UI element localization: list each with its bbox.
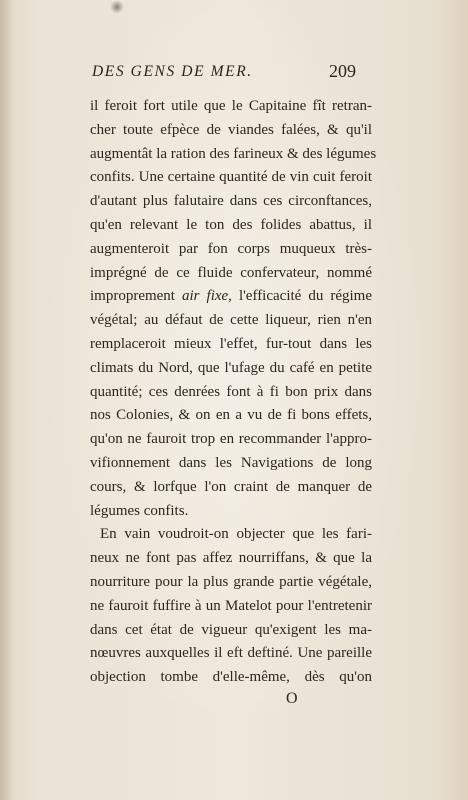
text-line: augmenteroit par fon corps muqueux très- [90, 240, 372, 257]
text-line: cher toute efpèce de viandes falées, & qu'il [90, 121, 372, 138]
text-fragment: improprement [90, 288, 182, 305]
text-line: d'autant plus falutaire dans ces circonftances, [90, 193, 372, 210]
text-line: dans cet état de vigueur qu'exigent les ma- [90, 621, 372, 638]
text-line: nœuvres auxquelles il eft deftiné. Une pareille [90, 645, 372, 662]
text-line: cours, & lorfque l'on craint de manquer de [90, 478, 372, 495]
text-line: objection tombe d'elle-même, dès qu'on [90, 669, 372, 686]
text-line [90, 285, 372, 309]
text-line: En vain voudroit-on objecter que les fari- [100, 526, 372, 543]
text-line: il feroit fort utile que le Capitaine fît retran- [90, 98, 372, 114]
text-line: quantité; ces denrées font à fi bon prix dans [90, 383, 372, 400]
page-number: 209 [329, 61, 356, 81]
text-line: augmentât la ration des farineux & des légumes [90, 145, 377, 162]
text-line: ne fauroit fuffire à un Matelot pour l'entretenir [90, 597, 372, 614]
text-line: qu'en relevant le ton des folides abattus, il [90, 216, 372, 233]
text-line: neux ne font pas affez nourriffans, & que la [90, 550, 372, 567]
text-line: remplaceroit mieux l'effet, fur-tout dans les [90, 335, 372, 352]
gutter-shadow [0, 0, 14, 800]
text-line: qu'on ne fauroit trop en recommander l'appro- [90, 431, 372, 448]
text-line: nourriture pour la plus grande partie végétale, [90, 573, 372, 590]
text-line: confits. Une certaine quantité de vin cuit feroit [90, 169, 372, 186]
signature-mark: O [286, 690, 298, 707]
text-line: imprégné de ce fluide confervateur, nommé [90, 264, 372, 281]
text-line: légumes confits. [90, 502, 189, 519]
text-line: vifionnement dans les Navigations de long [90, 454, 372, 471]
text-line: climats du Nord, que l'ufage du café en petite [90, 359, 372, 376]
italic-term: air fixe, [182, 288, 232, 305]
ink-smudge [110, 0, 124, 14]
text-line: nos Colonies, & on en a vu de fi bons effets, [90, 407, 372, 424]
body-text [90, 95, 377, 690]
running-head: DES GENS DE MER. [92, 63, 253, 80]
text-line: végétal; au défaut de cette liqueur, rien n'en [90, 312, 372, 329]
text-fragment: l'efficacité du régime [231, 288, 372, 305]
